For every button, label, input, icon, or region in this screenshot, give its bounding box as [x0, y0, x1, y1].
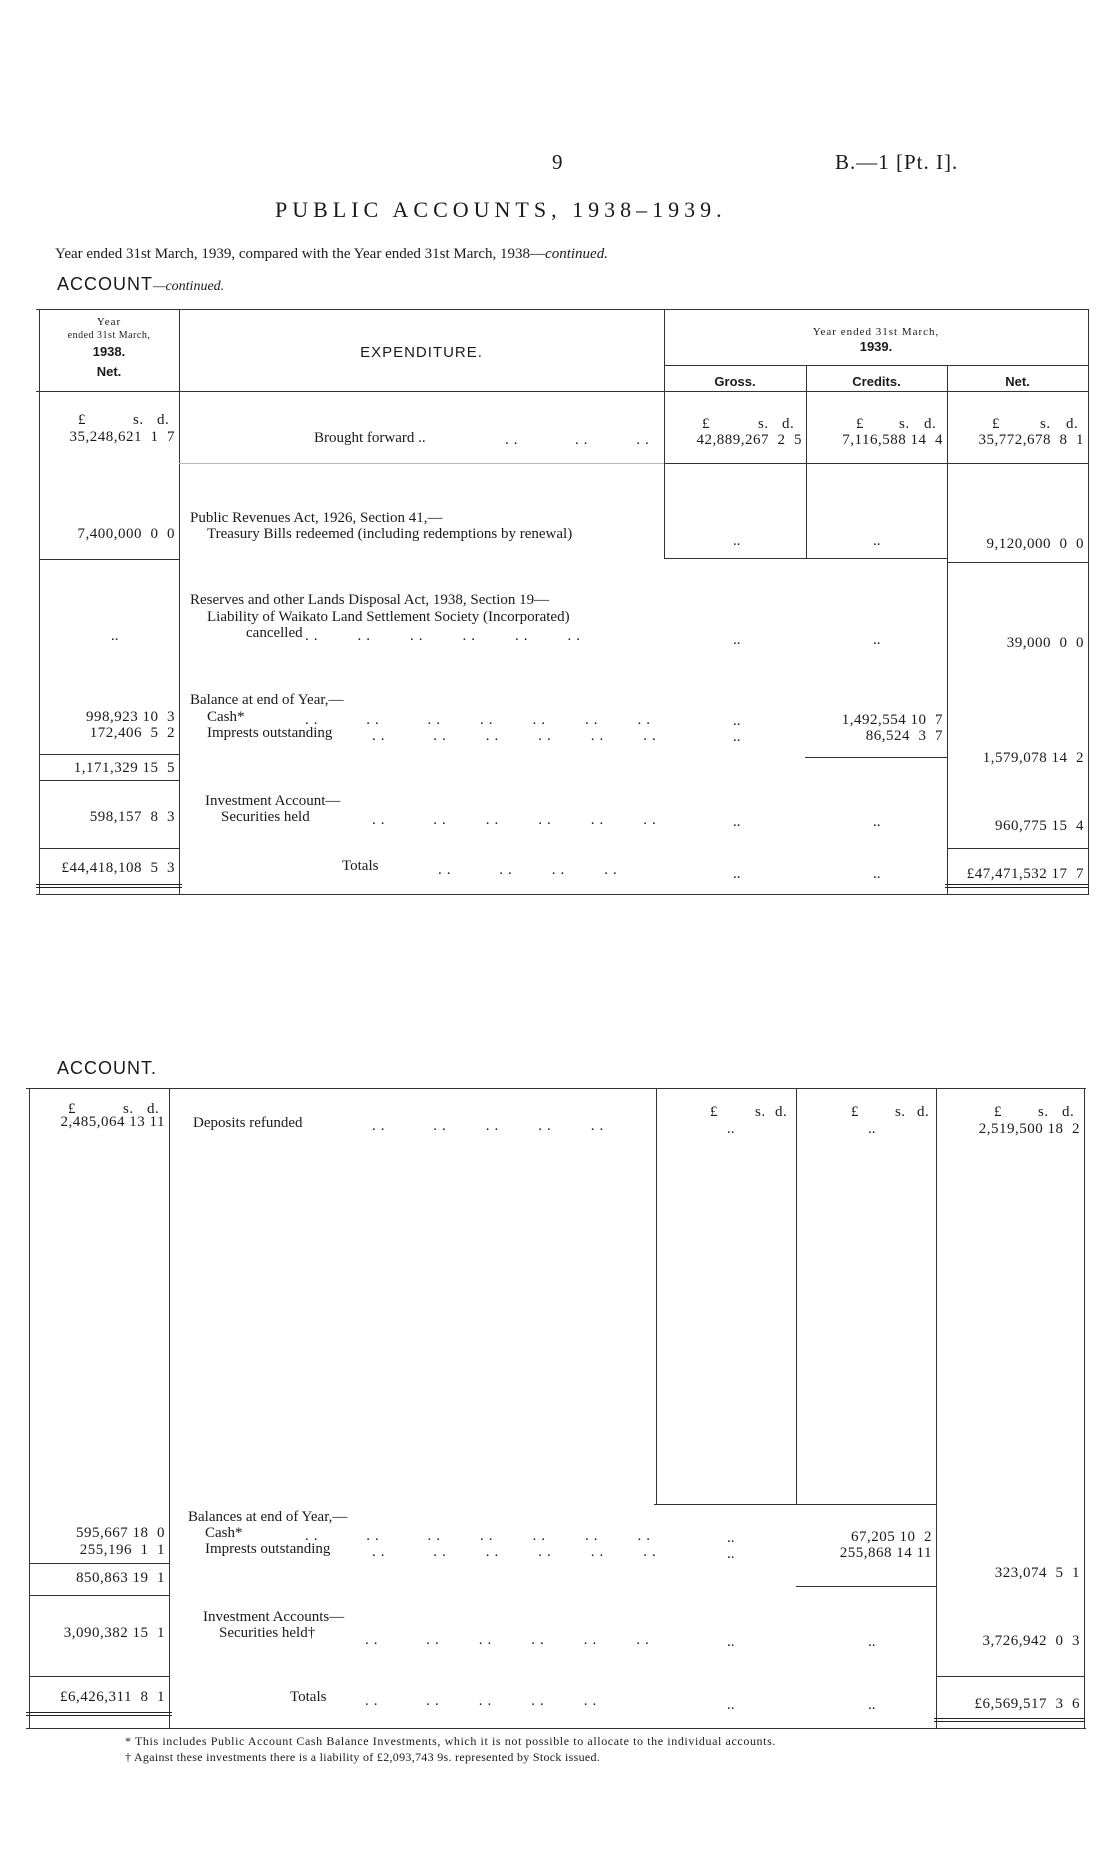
net-securities: 960,775 15 4: [995, 818, 1084, 834]
table1-rule: [39, 780, 179, 781]
table1-rule: [947, 562, 1088, 563]
section-title-account: ACCOUNT.: [57, 1058, 158, 1078]
prev-imprests: 172,406 5 2: [89, 725, 175, 741]
table2-col-divider-net: [936, 1088, 937, 1728]
gross-treasury-bills: ..: [733, 533, 741, 549]
prev-deposits-refunded: 2,485,064 13 11: [60, 1114, 165, 1130]
leader-dots: .. .. .. .. .. ..: [365, 1632, 654, 1648]
net-securities: 3,726,942 0 3: [982, 1633, 1080, 1649]
table1-bottom-rule: [36, 894, 1088, 895]
table1-rule: [39, 559, 179, 560]
col-head-current-year: 1939.: [859, 339, 893, 354]
row-label-investment-account: Investment Account—: [205, 793, 341, 809]
prev-brought-forward: 35,248,621 1 7: [69, 429, 175, 445]
credits-waikato-liability: ..: [873, 632, 881, 648]
table2-top-rule: [26, 1088, 1086, 1089]
leader-dots: .. .. .. .. .. ..: [372, 728, 661, 744]
table1-rule: [664, 463, 1088, 464]
unit-pence: d.: [782, 416, 795, 432]
leader-dots: .. .. .. ..: [438, 862, 622, 878]
leader-dots: .. .. .. .. .. ..: [372, 812, 661, 828]
col-head-net: Net.: [1005, 374, 1030, 389]
table2-rule: [936, 1676, 1084, 1677]
leader-dots: .. .. .. .. ..: [372, 1118, 609, 1134]
gross-totals: ..: [727, 1697, 735, 1713]
table2-rule: [29, 1563, 169, 1564]
unit-pence: d.: [1066, 416, 1079, 432]
unit-pound: £: [710, 1104, 718, 1120]
unit-shillings: s.: [1038, 1104, 1049, 1120]
row-label-cash: Cash*: [207, 709, 245, 725]
prev-securities: 3,090,382 15 1: [63, 1625, 165, 1641]
leader-dots: .. .. .. .. .. .. ..: [305, 1528, 655, 1544]
leader-dots: .. .. .. .. .. ..: [372, 1544, 661, 1560]
gross-brought-forward: 42,889,267 2 5: [696, 432, 802, 448]
row-label-totals: Totals: [290, 1689, 327, 1705]
table2-col-divider-1: [169, 1088, 170, 1728]
credits-imprests: 255,868 14 11: [839, 1545, 932, 1561]
row-label-balance-end-of-year: Balance at end of Year,—: [190, 692, 344, 708]
unit-shillings: s.: [133, 412, 144, 428]
unit-pound: £: [994, 1104, 1002, 1120]
page-number: 9: [552, 150, 563, 174]
table1-rule: [179, 463, 664, 464]
credits-securities: ..: [873, 814, 881, 830]
credits-imprests: 86,524 3 7: [865, 728, 943, 744]
table1-total-double-rule: [36, 884, 182, 888]
row-label-imprests: Imprests outstanding: [207, 725, 333, 741]
page-title: PUBLIC ACCOUNTS, 1938–1939.: [275, 197, 727, 222]
table1-col-divider-1: [179, 309, 180, 895]
prev-treasury-bills: 7,400,000 0 0: [77, 526, 175, 542]
row-label-balances-end-of-year: Balances at end of Year,—: [188, 1509, 348, 1525]
table2-col-divider-credits: [796, 1088, 797, 1505]
unit-pence: d.: [924, 416, 937, 432]
prev-balances-total: 850,863 19 1: [76, 1570, 165, 1586]
prev-waikato-liability: ..: [111, 628, 119, 644]
col-head-credits: Credits.: [852, 374, 901, 389]
table1-rule: [39, 848, 179, 849]
unit-shillings: s.: [123, 1101, 134, 1117]
table2-right-border: [1084, 1088, 1085, 1728]
row-label-imprests: Imprests outstanding: [205, 1541, 331, 1557]
gross-deposits-refunded: ..: [727, 1121, 735, 1137]
table2-total-double-rule: [934, 1718, 1084, 1722]
page-subtitle: Year ended 31st March, 1939, compared with the Year ended 31st March, 1938—continued.: [55, 246, 608, 262]
footnote-star: * This includes Public Account Cash Balance Investments, which it is not possible to allocate to the individual accounts.: [125, 1734, 776, 1748]
prev-cash: 595,667 18 0: [76, 1525, 165, 1541]
row-label-securities-held: Securities held: [221, 809, 310, 825]
table1-col-divider-credits: [806, 365, 807, 559]
net-balance-total: 1,579,078 14 2: [982, 750, 1084, 766]
col-head-prev-year: ended 31st March,: [67, 330, 151, 341]
unit-shillings: s.: [895, 1104, 906, 1120]
unit-shillings: s.: [755, 1104, 766, 1120]
row-label-waikato-liability: Liability of Waikato Land Settlement Society (Incorporated): [207, 609, 570, 625]
net-brought-forward: 35,772,678 8 1: [978, 432, 1084, 448]
row-label-public-revenues-act: Public Revenues Act, 1926, Section 41,—: [190, 510, 443, 526]
credits-cash: 67,205 10 2: [851, 1529, 932, 1545]
row-label-deposits-refunded: Deposits refunded: [193, 1115, 303, 1131]
unit-pence: d.: [147, 1101, 160, 1117]
prev-balance-total: 1,171,329 15 5: [73, 760, 175, 776]
credits-brought-forward: 7,116,588 14 4: [842, 432, 943, 448]
net-balances-total: 323,074 5 1: [994, 1565, 1080, 1581]
net-totals: £6,569,517 3 6: [974, 1696, 1080, 1712]
row-label-treasury-bills: Treasury Bills redeemed (including redemptions by renewal): [207, 526, 573, 542]
gross-cash: ..: [727, 1530, 735, 1546]
credits-deposits-refunded: ..: [868, 1121, 876, 1137]
unit-pound: £: [702, 416, 710, 432]
leader-dots: .. .. ..: [505, 432, 654, 448]
gross-cash: ..: [733, 713, 741, 729]
row-label-reserves-act: Reserves and other Lands Disposal Act, 1938, Section 19—: [190, 592, 550, 608]
row-label-cancelled: cancelled: [246, 625, 303, 641]
table1-total-double-rule: [945, 884, 1088, 888]
document-reference: B.—1 [Pt. I].: [835, 150, 959, 174]
unit-pence: d.: [157, 412, 170, 428]
table1-subheader-rule: [664, 365, 1088, 366]
col-head-prev-year: Year: [96, 316, 122, 328]
prev-imprests: 255,196 1 1: [79, 1542, 165, 1558]
unit-pence: d.: [1062, 1104, 1075, 1120]
table2-total-double-rule: [26, 1712, 172, 1716]
unit-shillings: s.: [758, 416, 769, 432]
table2-bottom-rule: [26, 1728, 1086, 1729]
table2-rule: [796, 1586, 936, 1587]
unit-pound: £: [851, 1104, 859, 1120]
credits-totals: ..: [873, 866, 881, 882]
row-label-securities-held: Securities held†: [219, 1625, 316, 1641]
unit-pence: d.: [775, 1104, 788, 1120]
leader-dots: .. .. .. .. .. .. ..: [305, 712, 655, 728]
row-label-brought-forward: Brought forward ..: [314, 430, 426, 446]
table2-rule: [29, 1595, 169, 1596]
unit-shillings: s.: [899, 416, 910, 432]
unit-pound: £: [856, 416, 864, 432]
prev-totals: £44,418,108 5 3: [61, 860, 175, 876]
prev-securities: 598,157 8 3: [89, 809, 175, 825]
col-head-prev-year: 1938.: [92, 344, 126, 359]
unit-shillings: s.: [1040, 416, 1051, 432]
leader-dots: .. .. .. .. .. ..: [305, 628, 585, 644]
credits-treasury-bills: ..: [873, 533, 881, 549]
gross-securities: ..: [733, 814, 741, 830]
gross-imprests: ..: [727, 1546, 735, 1562]
unit-pound: £: [68, 1101, 76, 1117]
unit-pound: £: [78, 412, 86, 428]
table2-rule: [654, 1504, 936, 1505]
prev-totals: £6,426,311 8 1: [60, 1689, 165, 1705]
table1-header-rule: [36, 391, 1088, 392]
col-head-current-year: Year ended 31st March,: [812, 326, 940, 338]
leader-dots: .. .. .. .. ..: [365, 1693, 602, 1709]
row-label-investment-accounts: Investment Accounts—: [203, 1609, 345, 1625]
gross-imprests: ..: [733, 729, 741, 745]
unit-pence: d.: [917, 1104, 930, 1120]
table2-col-divider-gross: [656, 1088, 657, 1505]
net-treasury-bills: 9,120,000 0 0: [986, 536, 1084, 552]
net-deposits-refunded: 2,519,500 18 2: [978, 1121, 1080, 1137]
table1-right-border: [1088, 309, 1089, 895]
gross-totals: ..: [733, 866, 741, 882]
net-waikato-liability: 39,000 0 0: [1006, 635, 1084, 651]
net-totals: £47,471,532 17 7: [966, 866, 1084, 882]
gross-waikato-liability: ..: [733, 632, 741, 648]
footnote-dagger: † Against these investments there is a liability of £2,093,743 9s. represented by Stock issued.: [125, 1750, 601, 1764]
table1-rule: [805, 757, 947, 758]
gross-securities: ..: [727, 1634, 735, 1650]
section-title-account-continued: ACCOUNT—continued.: [57, 274, 225, 294]
unit-pound: £: [992, 416, 1000, 432]
table1-rule: [947, 848, 1088, 849]
table1-left-border: [39, 309, 40, 895]
table1-rule: [39, 754, 179, 755]
table1-top-rule: [36, 309, 1088, 310]
credits-cash: 1,492,554 10 7: [841, 712, 943, 728]
row-label-cash: Cash*: [205, 1525, 243, 1541]
table2-rule: [29, 1676, 169, 1677]
prev-cash: 998,923 10 3: [86, 709, 175, 725]
table1-rule: [664, 558, 947, 559]
col-head-expenditure: EXPENDITURE.: [360, 344, 483, 361]
row-label-totals: Totals: [342, 858, 379, 874]
col-head-gross: Gross.: [714, 374, 756, 389]
credits-securities: ..: [868, 1634, 876, 1650]
col-head-prev-net: Net.: [96, 364, 122, 379]
credits-totals: ..: [868, 1697, 876, 1713]
